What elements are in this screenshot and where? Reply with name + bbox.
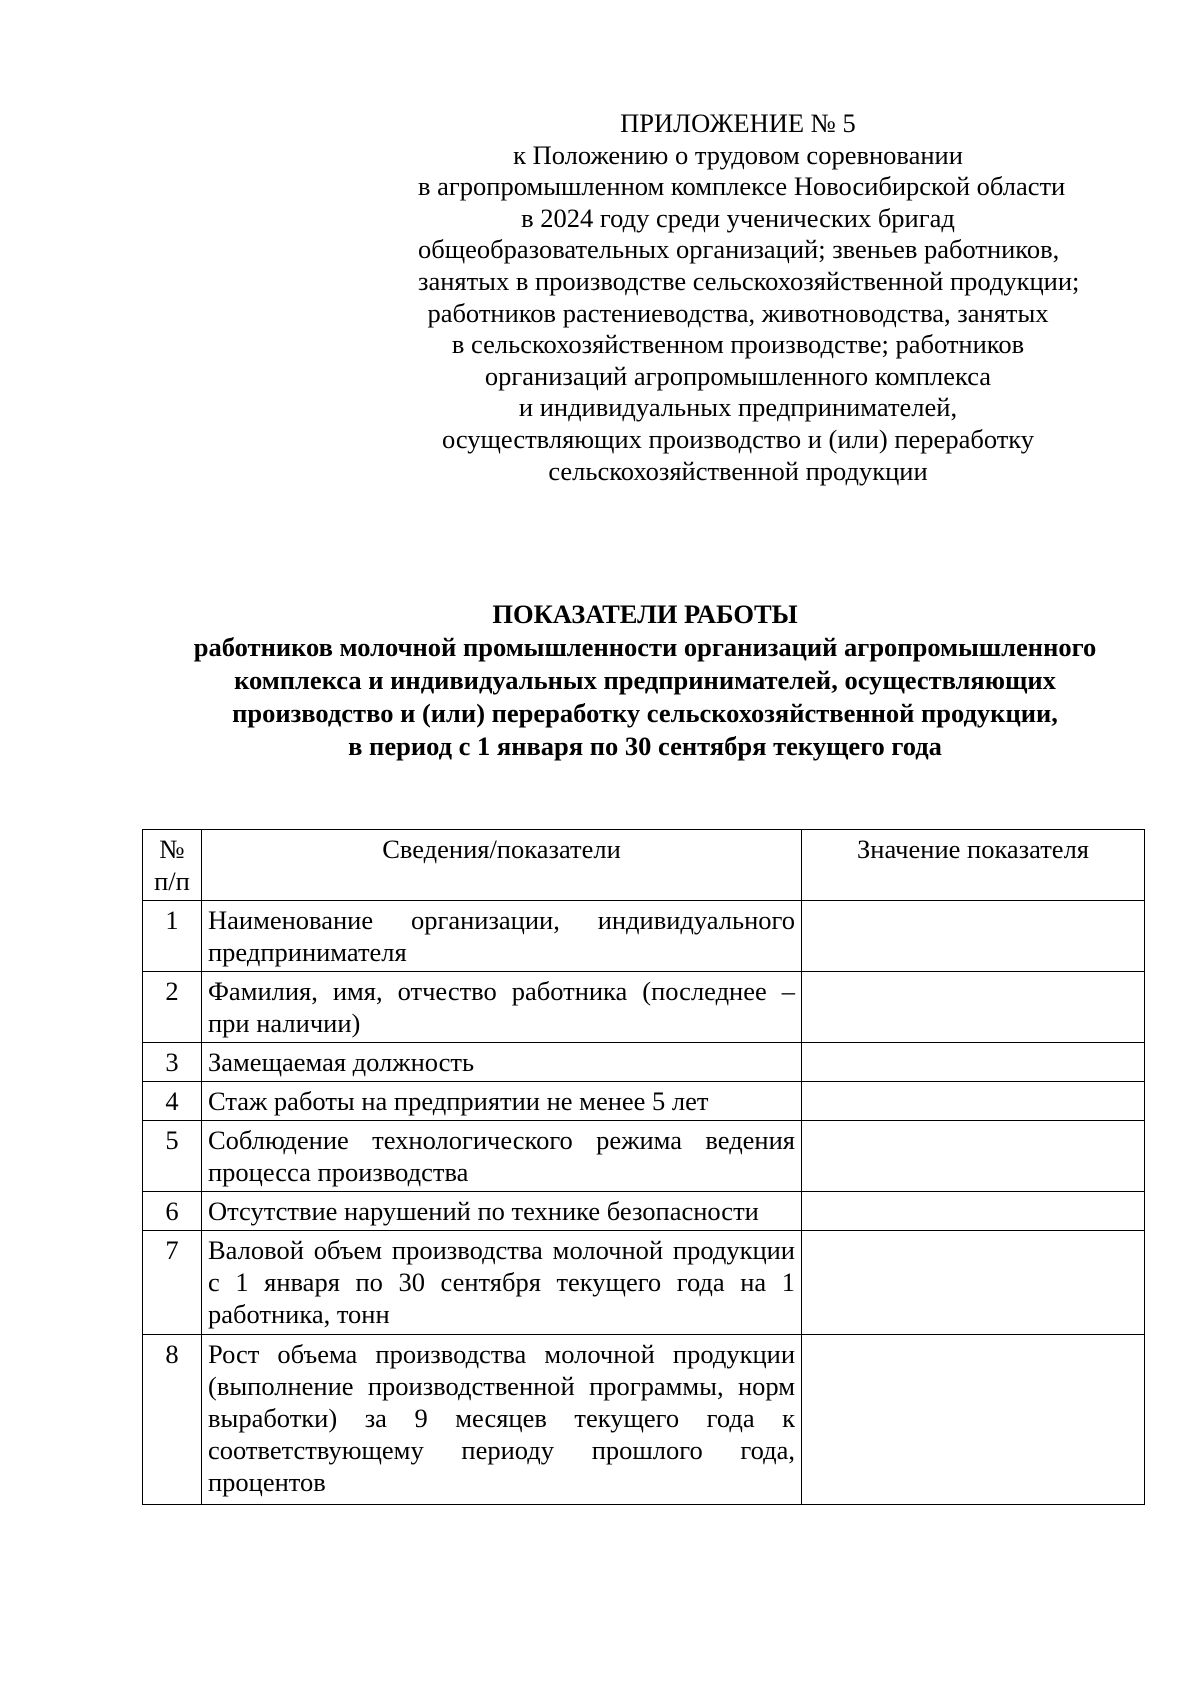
row-number: 1: [143, 901, 202, 972]
appendix-line: в сельскохозяйственном производстве; работников: [451, 329, 1025, 360]
row-value: [802, 1043, 1145, 1082]
appendix-line: осуществляющих производство и (или) переработку: [441, 423, 1035, 454]
row-number: 3: [143, 1043, 202, 1082]
table-row: [143, 1335, 1145, 1505]
indicators-table: [142, 829, 1145, 1505]
row-value: [802, 901, 1145, 972]
appendix-line: в 2024 году среди ученических бригад: [521, 202, 955, 233]
row-info: Фамилия, имя, отчество работника (последнее – при наличии): [202, 972, 802, 1043]
table-row: [143, 972, 1145, 1043]
row-value: [802, 1192, 1145, 1231]
table-row: [143, 1043, 1145, 1082]
row-value: [802, 1231, 1145, 1335]
document-subtitle-line: производство и (или) переработку сельскохозяйственной продукции,: [232, 698, 1058, 728]
appendix-line: сельскохозяйственной продукции: [548, 455, 928, 486]
appendix-title: ПРИЛОЖЕНИЕ № 5: [620, 108, 856, 138]
row-value: [802, 972, 1145, 1043]
row-number: 2: [143, 972, 202, 1043]
row-value: [802, 1121, 1145, 1192]
row-info: Валовой объем производства молочной продукции с 1 января по 30 сентября текущего года на 1 работника, тонн: [202, 1231, 802, 1335]
row-info: Соблюдение технологического режима ведения процесса производства: [202, 1121, 802, 1192]
document-subtitle-line: работников молочной промышленности организаций агропромышленного: [193, 632, 1097, 662]
row-info: Наименование организации, индивидуального предпринимателя: [202, 901, 802, 972]
table-header-row: [143, 830, 1145, 901]
appendix-line: к Положению о трудовом соревновании: [513, 139, 963, 170]
row-value: [802, 1335, 1145, 1505]
document-subtitle-line: комплекса и индивидуальных предпринимателей, осуществляющих: [234, 665, 1056, 695]
row-number: 7: [143, 1231, 202, 1335]
row-info: Рост объема производства молочной продукции (выполнение производственной программы, норм выработки) за 9 месяцев текущего года к соответствующему периоду прошлого года, процентов: [202, 1335, 802, 1505]
row-info: Отсутствие нарушений по технике безопасности: [202, 1192, 802, 1231]
row-number: 5: [143, 1121, 202, 1192]
document-heading: [100, 598, 1190, 763]
row-number: 4: [143, 1082, 202, 1121]
header-value: Значение показателя: [802, 830, 1145, 901]
header-number: № п/п: [143, 830, 202, 901]
appendix-line: занятых в производстве сельскохозяйственной продукции;: [418, 265, 1080, 296]
table-row: [143, 1192, 1145, 1231]
appendix-line: в агропромышленном комплексе Новосибирской области: [418, 171, 1066, 202]
document-subtitle-line: в период с 1 января по 30 сентября текущего года: [348, 731, 942, 761]
appendix-line: общеобразовательных организаций; звеньев работников,: [418, 234, 1060, 265]
document-title: ПОКАЗАТЕЛИ РАБОТЫ: [492, 599, 798, 629]
row-number: 8: [143, 1335, 202, 1505]
row-number: 6: [143, 1192, 202, 1231]
appendix-line: работников растениеводства, животноводства, занятых: [427, 297, 1049, 328]
table-row: [143, 1231, 1145, 1335]
appendix-line: и индивидуальных предпринимателей,: [518, 392, 958, 423]
appendix-block: [418, 108, 1080, 487]
table-row: [143, 1121, 1145, 1192]
row-info: Замещаемая должность: [202, 1043, 802, 1082]
appendix-line: организаций агропромышленного комплекса: [484, 360, 992, 391]
table-row: [143, 901, 1145, 972]
table-row: [143, 1082, 1145, 1121]
row-value: [802, 1082, 1145, 1121]
header-info: Сведения/показатели: [202, 830, 802, 901]
row-info: Стаж работы на предприятии не менее 5 лет: [202, 1082, 802, 1121]
